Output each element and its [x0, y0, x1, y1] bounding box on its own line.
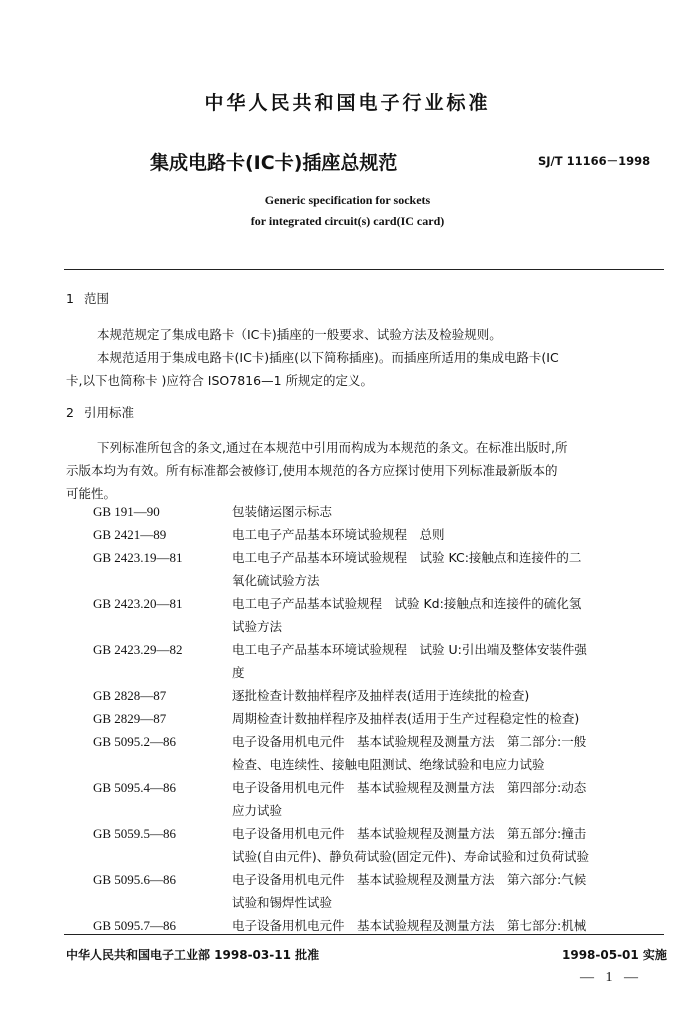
section-number: 1 — [66, 291, 74, 306]
reference-title: 电子设备用机电元件 基本试验规程及测量方法 第七部分:机械 — [232, 918, 587, 933]
section-1-heading — [66, 289, 109, 307]
section-2-intro-line-1: 下列标准所包含的条文,通过在本规范中引用而构成为本规范的条文。在标准出版时,所 — [97, 440, 568, 455]
reference-code: GB 191—90 — [93, 504, 160, 519]
reference-title: 电工电子产品基本环境试验规程 总则 — [232, 527, 445, 542]
footer-divider — [64, 934, 664, 935]
section-1-paragraph-2-line-2: 卡,以下也简称卡 )应符合 ISO7816—1 所规定的定义。 — [66, 373, 373, 388]
reference-title: 电子设备用机电元件 基本试验规程及测量方法 第四部分:动态 应力试验 — [232, 780, 587, 818]
reference-title: 电工电子产品基本环境试验规程 试验 KC:接触点和连接件的二 氧化硫试验方法 — [232, 550, 582, 588]
reference-title: 周期检查计数抽样程序及抽样表(适用于生产过程稳定性的检查) — [232, 711, 580, 726]
standard-category-header: 中华人民共和国电子行业标准 — [204, 92, 491, 114]
section-2-intro-line-3: 可能性。 — [66, 486, 117, 501]
implementation-date: 1998-05-01 实施 — [562, 948, 667, 962]
reference-code: GB 5059.5—86 — [93, 826, 177, 841]
reference-code: GB 5095.2—86 — [93, 734, 177, 749]
reference-title: 包装储运图示标志 — [232, 504, 333, 519]
english-title-line-1: Generic specification for sockets — [264, 193, 431, 207]
document-title: 集成电路卡(IC卡)插座总规范 — [150, 152, 398, 174]
reference-code: GB 5095.6—86 — [93, 872, 177, 887]
reference-code: GB 5095.7—86 — [93, 918, 177, 933]
section-1-paragraph-2-line-1: 本规范适用于集成电路卡(IC卡)插座(以下简称插座)。而插座所适用的集成电路卡(IC — [97, 350, 559, 365]
reference-title: 电工电子产品基本试验规程 试验 Kd:接触点和连接件的硫化氢 试验方法 — [232, 596, 582, 634]
standard-number: SJ/T 11166－1998 — [538, 154, 651, 168]
section-title: 引用标准 — [84, 405, 135, 420]
header-divider — [64, 269, 664, 270]
section-1-paragraph-1: 本规范规定了集成电路卡（IC卡)插座的一般要求、试验方法及检验规则。 — [97, 327, 502, 342]
page-number: — 1 — — [580, 970, 642, 985]
reference-title: 逐批检查计数抽样程序及抽样表(适用于连续批的检查) — [232, 688, 530, 703]
section-title: 范围 — [84, 291, 110, 306]
reference-code: GB 2423.29—82 — [93, 642, 183, 657]
reference-title: 电子设备用机电元件 基本试验规程及测量方法 第二部分:一般 检查、电连续性、接触电阻测试、绝缘试验和电应力试验 — [232, 734, 587, 772]
section-2-heading — [66, 403, 134, 421]
english-title-line-2: for integrated circuit(s) card(IC card) — [250, 214, 445, 228]
reference-code: GB 2423.19—81 — [93, 550, 183, 565]
reference-code: GB 2828—87 — [93, 688, 167, 703]
reference-code: GB 2421—89 — [93, 527, 167, 542]
reference-code: GB 5095.4—86 — [93, 780, 177, 795]
reference-title: 电工电子产品基本环境试验规程 试验 U:引出端及整体安装件强 度 — [232, 642, 587, 680]
approval-info: 中华人民共和国电子工业部 1998-03-11 批准 — [66, 948, 320, 962]
reference-title: 电子设备用机电元件 基本试验规程及测量方法 第六部分:气候 试验和锡焊性试验 — [232, 872, 587, 910]
reference-code: GB 2423.20—81 — [93, 596, 183, 611]
reference-title: 电子设备用机电元件 基本试验规程及测量方法 第五部分:撞击 试验(自由元件)、静负荷试验(固定元件)、寿命试验和过负荷试验 — [232, 826, 590, 864]
reference-code: GB 2829—87 — [93, 711, 167, 726]
section-2-intro-line-2: 示版本均为有效。所有标准都会被修订,使用本规范的各方应探讨使用下列标准最新版本的 — [66, 463, 558, 478]
section-number: 2 — [66, 405, 74, 420]
